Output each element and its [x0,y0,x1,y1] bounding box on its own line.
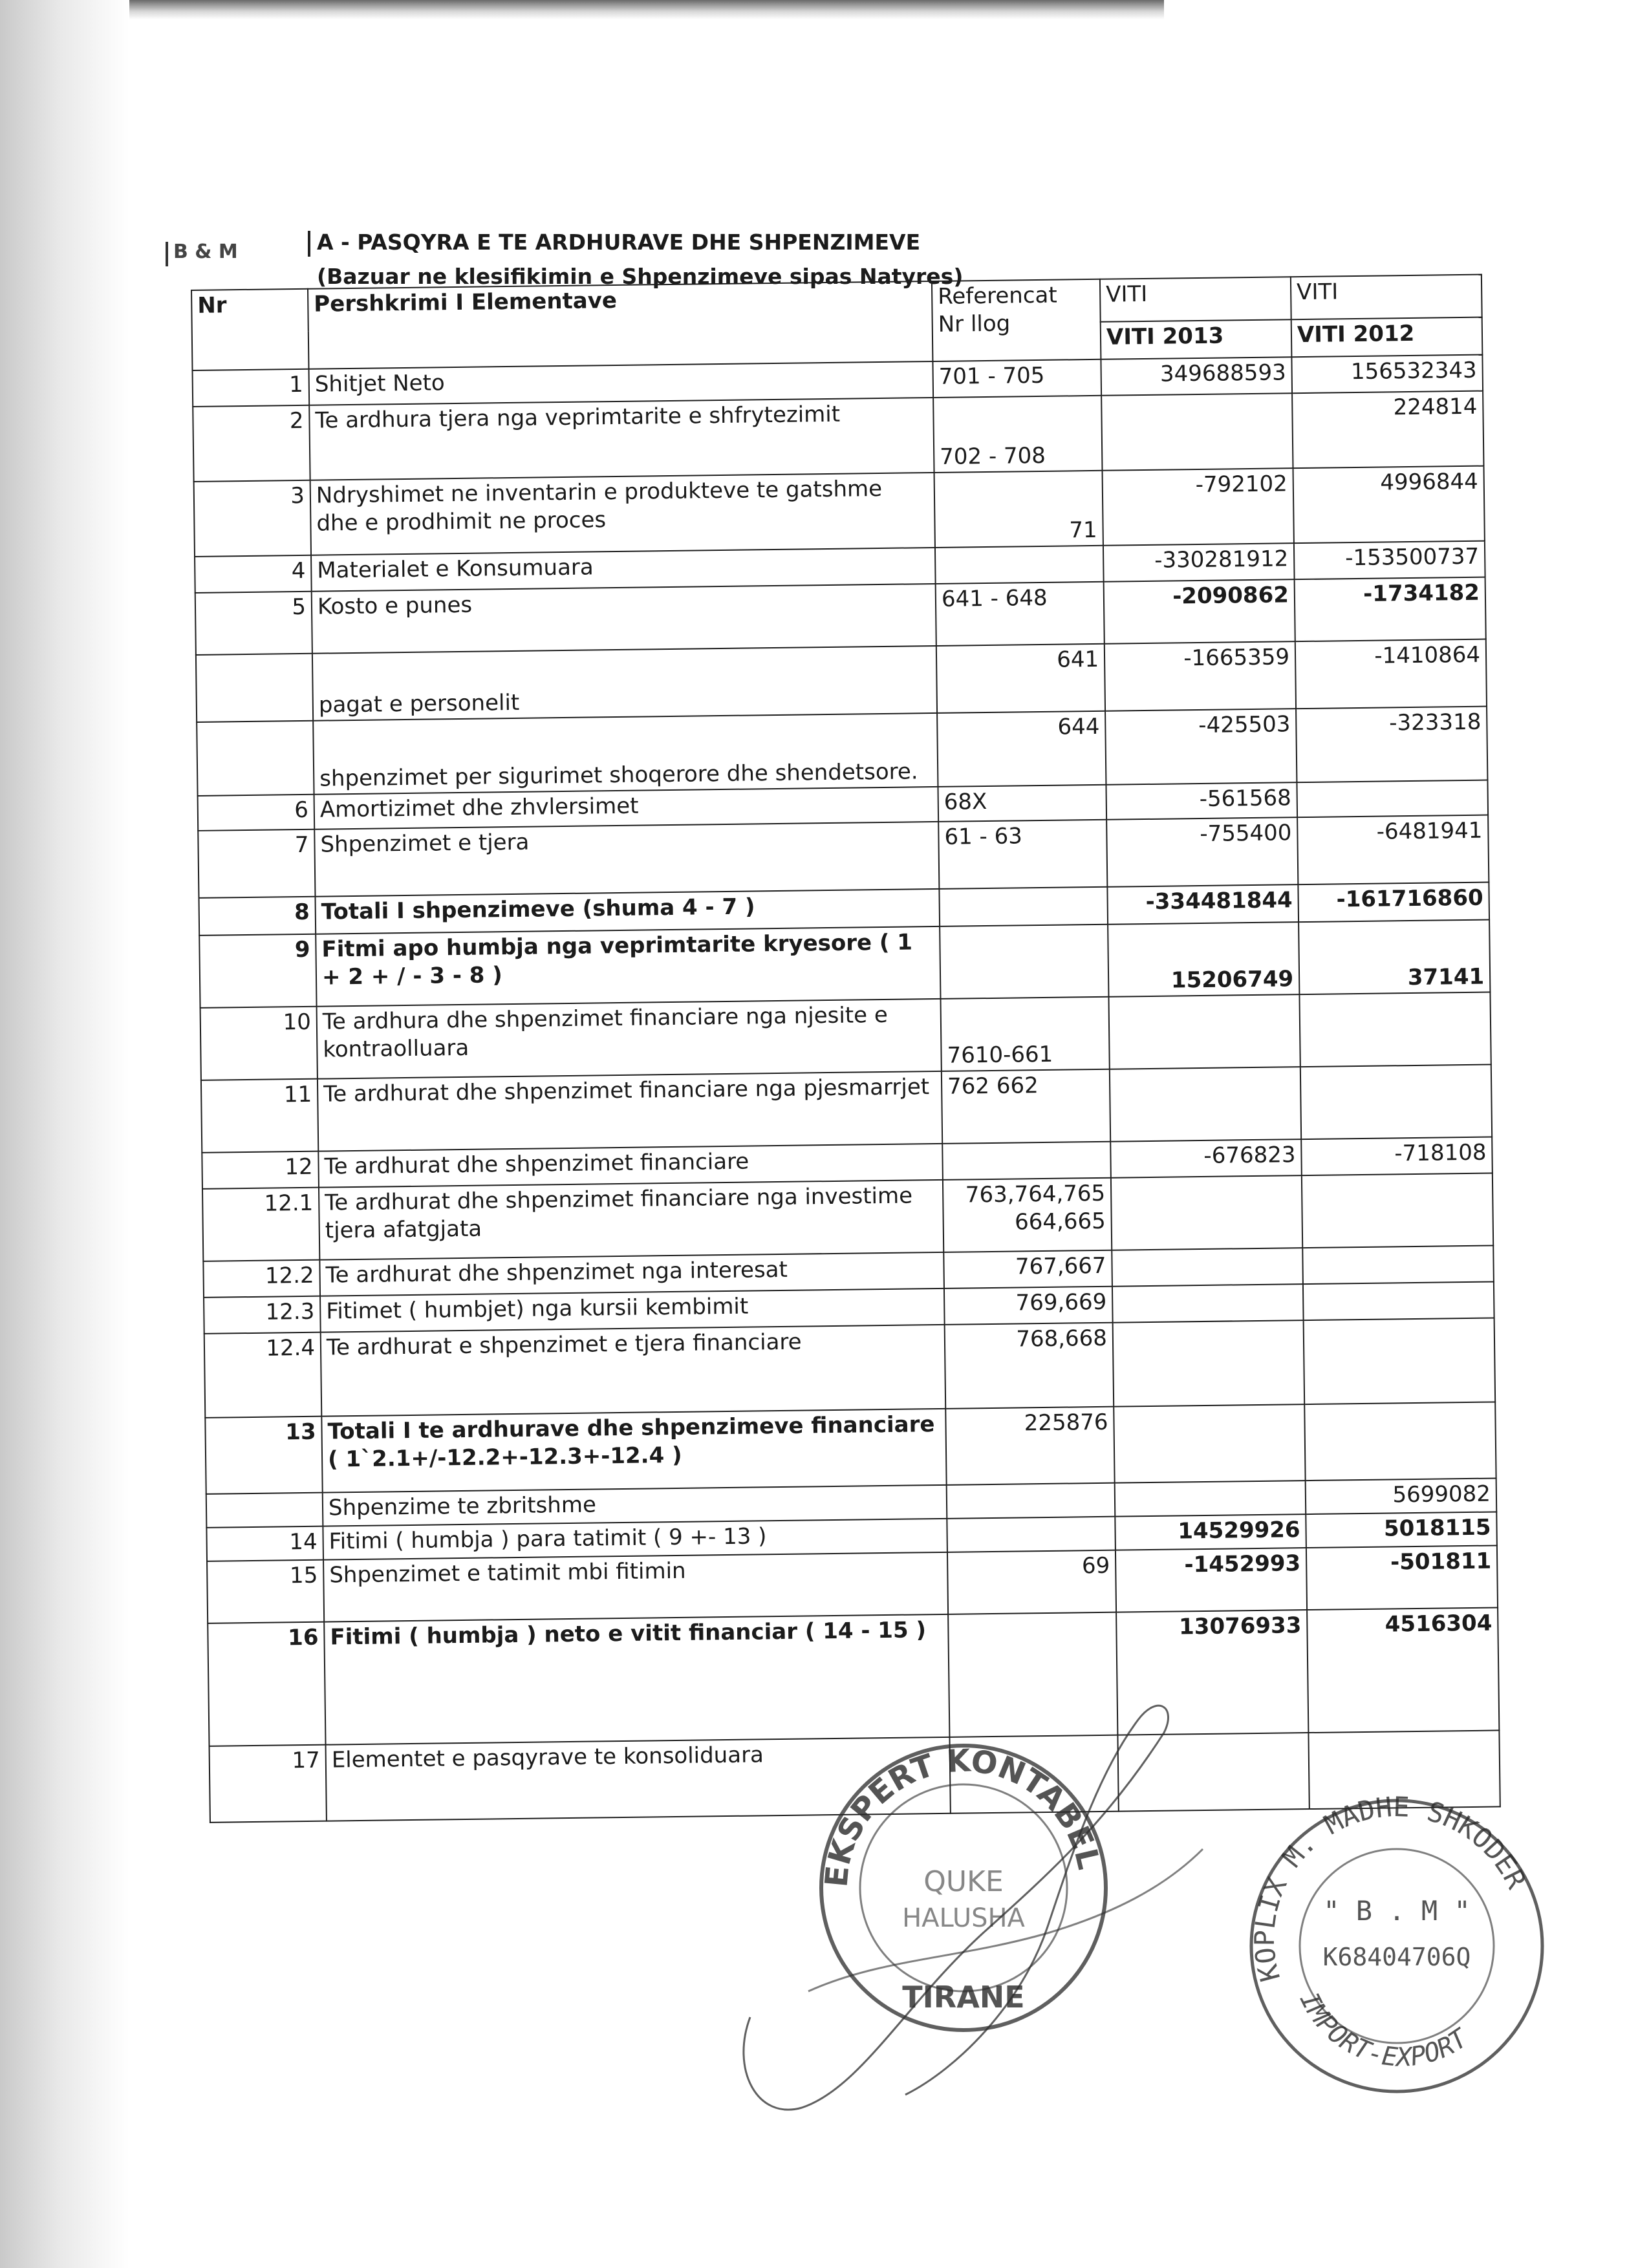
row-value-2012: -161716860 [1298,883,1489,923]
row-value-2012 [1302,1246,1494,1285]
stamp-company-ring: KOPLIX M. MADHE SHKODER [1248,1790,1533,1985]
row-reference: 225876 [945,1407,1114,1485]
row-description: Te ardhurat dhe shpenzimet nga interesat [319,1252,944,1296]
row-number: 11 [201,1079,318,1153]
row-value-2013 [1115,1481,1306,1517]
document-title: A - PASQYRA E TE ARDHURAVE DHE SHPENZIMEVE [317,230,921,255]
stamp-expert-line1: QUKE [923,1865,1004,1898]
row-reference: 68X [938,785,1106,822]
header-year-2013: VITI 2013 [1101,319,1292,359]
row-number: 16 [208,1622,325,1746]
row-reference: 767,667 [943,1250,1112,1289]
row-value-2012 [1297,780,1488,818]
row-reference: 71 [934,471,1103,548]
table-row [204,1318,1495,1417]
row-number: 6 [198,795,315,831]
row-description: Fitimi ( humbja ) neto e vitit financiar ( 14 - 15 ) [324,1614,949,1745]
row-value-2013: -561568 [1106,782,1297,820]
row-value-2013 [1112,1248,1303,1287]
row-reference [935,546,1104,584]
row-description: Te ardhurat e shpenzimet e tjera financiare [321,1325,946,1417]
stamp-company-name: " B . M " [1323,1895,1471,1927]
row-number: 4 [195,555,312,593]
row-value-2013: 349688593 [1101,357,1292,396]
row-description: Te ardhurat dhe shpenzimet financiare nga investime tjera afatgjata [319,1180,943,1260]
row-value-2012 [1303,1281,1494,1320]
row-number: 12 [202,1151,319,1189]
row-number: 14 [206,1526,323,1561]
row-number: 10 [200,1007,318,1080]
row-reference: 762 662 [942,1069,1110,1144]
row-value-2012: -1734182 [1295,577,1486,642]
stamp-company-bottom: IMPORT-EXPORT [1293,1987,1473,2073]
header-reference-line2: Nr llog [938,310,1011,337]
header-description: Pershkrimi I Elementave [308,281,932,369]
stamp-expert-line2: HALUSHA [902,1903,1025,1933]
row-number: 15 [207,1560,324,1623]
row-value-2012: 4996844 [1293,466,1485,544]
row-reference [942,1142,1111,1180]
row-value-2013 [1108,994,1300,1069]
row-description: Ndryshimet ne inventarin e produkteve te gatshme dhe e prodhimit ne proces [310,473,935,555]
row-value-2013: 15206749 [1108,922,1299,997]
row-description: shpenzimet per sigurimet shoqerore dhe shendetsore. [313,713,938,795]
row-reference: 768,668 [945,1323,1114,1409]
row-value-2013: 13076933 [1116,1610,1308,1735]
row-number [197,721,314,796]
row-number: 17 [210,1745,327,1823]
row-description: Fitimi ( humbja ) para tatimit ( 9 +- 13 ) [323,1519,947,1560]
stamp-expert-city: TIRANE [902,1980,1025,2015]
row-value-2012: -153500737 [1294,541,1485,580]
row-number: 7 [198,829,315,898]
row-number: 12.2 [203,1260,320,1298]
row-reference [940,925,1108,999]
stamp-expert-top: EKSPERT KONTABEL [818,1742,1107,1889]
row-reference: 7610-661 [940,997,1109,1071]
row-number: 2 [193,405,310,482]
row-description: Te ardhurat dhe shpenzimet financiare [318,1144,943,1188]
header-year-2013-label: VITI [1100,277,1291,322]
row-reference: 641 [936,644,1105,713]
row-reference: 701 - 705 [932,359,1101,398]
row-number: 5 [195,592,312,655]
row-number: 12.4 [204,1332,322,1418]
row-description: Totali I te ardhurave dhe shpenzimeve financiare ( 1`2.1+/-12.2+-12.3+-12.4 ) [321,1409,946,1493]
row-value-2013 [1114,1404,1305,1483]
row-value-2012 [1304,1402,1496,1481]
company-tag: B & M [173,241,238,263]
row-description: Shpenzimet e tjera [314,822,939,897]
row-value-2013: -755400 [1106,817,1298,887]
row-number [206,1493,323,1528]
row-value-2013: -1452993 [1116,1548,1307,1612]
row-number: 12.1 [202,1188,319,1261]
income-statement-table [191,274,1501,1823]
signature-mark [711,1655,1242,2159]
row-description: Elementet e pasqyrave te konsoliduara [326,1737,951,1821]
row-reference [947,1483,1116,1519]
row-number: 3 [194,480,311,557]
row-reference: 61 - 63 [938,820,1107,889]
row-reference: 769,669 [944,1287,1113,1325]
row-value-2013 [1112,1284,1304,1323]
row-number: 13 [205,1417,322,1494]
row-reference-line1: 763,764,765 [965,1180,1106,1208]
row-value-2012: -718108 [1301,1137,1493,1176]
header-nr: Nr [191,289,309,370]
header-reference-line1: Referencat [937,282,1057,310]
company-stamp [1242,1784,1552,2108]
row-description: Fitimet ( humbjet) nga kursii kembimit [320,1289,945,1332]
row-value-2012 [1304,1318,1496,1404]
income-statement-sheet [191,274,1500,1874]
row-reference: 641 - 648 [936,582,1105,646]
scan-top-shadow [0,0,1164,19]
row-reference [943,1178,1112,1252]
row-description: Materialet e Konsumuara [311,548,936,592]
stamp-company-code: K68404706Q [1322,1943,1471,1971]
row-number: 1 [193,369,310,407]
row-value-2012: 5018115 [1306,1512,1497,1548]
svg-text:IMPORT-EXPORT [1294,1987,1475,2073]
row-reference: 702 - 708 [933,396,1102,473]
row-description: Te ardhura tjera nga veprimtarite e shfrytezimit [309,398,934,480]
row-description: Shpenzime te zbritshme [323,1485,947,1526]
row-reference-line2: 664,665 [1014,1208,1106,1236]
row-description: Fitmi apo humbja nga veprimtarite kryesore ( 1 + 2 + / - 3 - 8 ) [316,926,940,1007]
row-value-2013: -676823 [1110,1139,1302,1178]
row-description: Amortizimet dhe zhvlersimet [314,787,939,829]
row-description: Te ardhura dhe shpenzimet financiare nga njesite e kontraolluara [317,999,942,1079]
row-value-2013 [1111,1175,1302,1250]
row-value-2013: -2090862 [1104,579,1295,644]
row-description: Totali I shpenzimeve (shuma 4 - 7 ) [315,889,940,934]
row-description: Te ardhurat dhe shpenzimet financiare nga pjesmarrjet [318,1071,942,1151]
row-number: 12.3 [204,1296,321,1334]
header-year-2012: VITI 2012 [1291,317,1483,358]
row-description: Kosto e punes [312,584,936,654]
row-value-2012: 37141 [1299,920,1490,995]
row-value-2012: 5699082 [1306,1478,1497,1514]
header-reference [932,279,1101,361]
row-value-2012: -6481941 [1297,815,1489,885]
row-reference [947,1517,1116,1552]
row-reference: 644 [937,711,1106,787]
row-value-2013: 14529926 [1115,1514,1306,1550]
row-reference: 69 [947,1550,1116,1614]
row-value-2012: -501811 [1306,1545,1498,1610]
row-reference [939,887,1108,926]
row-value-2012 [1299,992,1491,1067]
scan-left-shadow [0,0,129,2268]
row-value-2013: -792102 [1103,468,1294,546]
row-value-2012: 156532343 [1291,355,1483,394]
row-value-2013 [1113,1320,1305,1407]
row-value-2012: -1410864 [1295,639,1487,709]
row-value-2012: -323318 [1296,707,1487,783]
row-value-2013 [1101,393,1293,471]
row-value-2012: 4516304 [1307,1607,1499,1733]
row-value-2012: 224814 [1292,391,1483,469]
row-number: 9 [199,934,316,1008]
row-value-2012 [1302,1173,1493,1248]
row-value-2013: -330281912 [1103,543,1295,582]
row-description: Shpenzimet e tatimit mbi fitimin [323,1552,948,1622]
row-number [196,654,313,722]
row-value-2013 [1110,1067,1301,1142]
row-value-2013: -334481844 [1107,884,1299,925]
header-year-2012-label: VITI [1291,275,1482,320]
row-value-2012 [1300,1065,1492,1140]
row-description: pagat e personelit [312,646,937,721]
row-value-2013: -425503 [1105,709,1297,785]
row-value-2013: -1665359 [1105,641,1296,711]
row-description: Shitjet Neto [309,361,934,405]
row-number: 8 [199,897,316,936]
document-subtitle: (Bazuar ne klesifikimin e Shpenzimeve sipas Natyres) [317,264,964,289]
